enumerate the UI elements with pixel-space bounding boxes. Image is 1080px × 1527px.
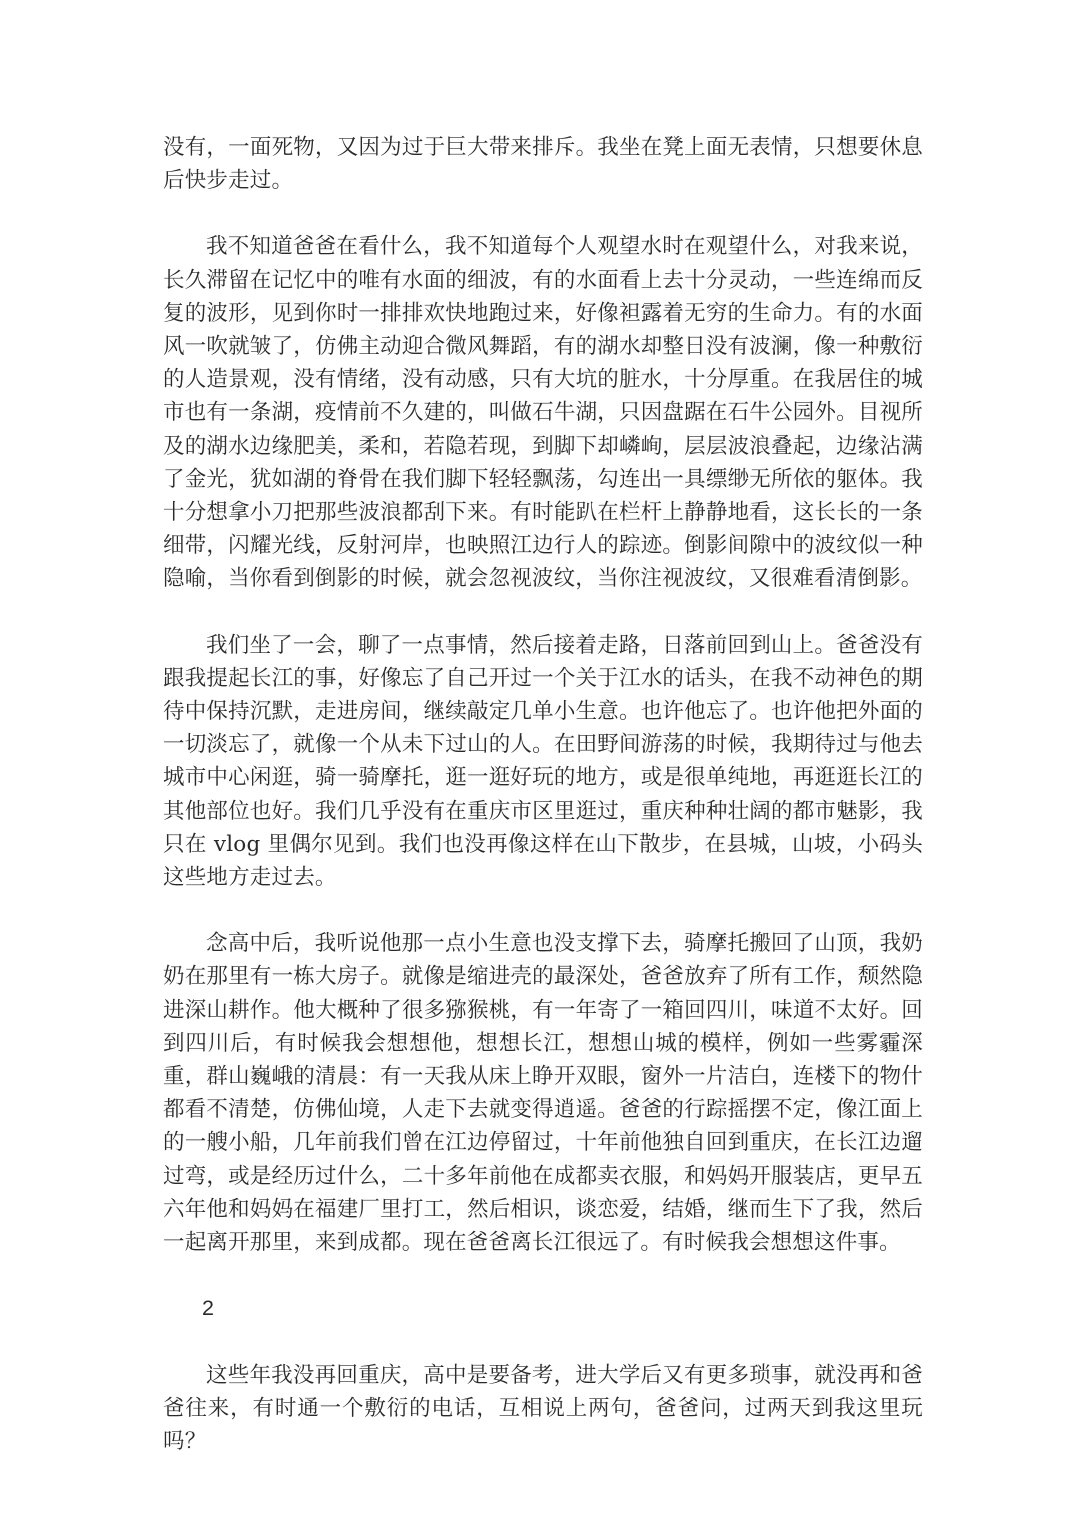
paragraph-sunset-walk: 我们坐了一会，聊了一点事情，然后接着走路，日落前回到山上。爸爸没有跟我提起长江的事，好像忘了自己开过一个关于江水的话头，在我不动神色的期待中保持沉默，走进房间，继续敲定几单小生意。也许他忘了。也许他把外面的一切淡忘了，就像一个从未下过山的人。在田野间游荡的时候，我期待过与他去城市中心闲逛，骑一骑摩托，逛一逛好玩的地方，或是很单纯地，再逛逛长江的其他部位也好。我们几乎没有在重庆市区里逛过，重庆种种壮阔的都市魅影，我只在 vlog 里偶尔见到。我们也没再像这样在山下散步，在县城，山坡，小码头这些地方走过去。 bbox=[163, 632, 923, 891]
paragraph-recent-years: 这些年我没再回重庆，高中是要备考，进大学后又有更多琐事，就没再和爸爸往来，有时通一个敷衍的电话，互相说上两句，爸爸问，过两天到我这里玩吗？ bbox=[163, 1362, 923, 1454]
paragraph-water-reflections: 我不知道爸爸在看什么，我不知道每个人观望水时在观望什么，对我来说，长久滞留在记忆中的唯有水面的细波，有的水面看上去十分灵动，一些连绵而反复的波形，见到你时一排排欢快地跑过来，好像袒露着无穷的生命力。有的水面风一吹就皱了，仿佛主动迎合微风舞蹈，有的湖水却整日没有波澜，像一种敷衍的人造景观，没有情绪，没有动感，只有大坑的脏水，十分厚重。在我居住的城市也有一条湖，疫情前不久建的，叫做石牛湖，只因盘踞在石牛公园外。目视所及的湖水边缘肥美，柔和，若隐若现，到脚下却嶙峋，层层波浪叠起，边缘沾满了金光，犹如湖的脊骨在我们脚下轻轻飘荡，勾连出一具缥缈无所依的躯体。我十分想拿小刀把那些波浪都刮下来。有时能趴在栏杆上静静地看，这长长的一条细带，闪耀光线，反射河岸，也映照江边行人的踪迹。倒影间隙中的波纹似一种隐喻，当你看到倒影的时候，就会忽视波纹，当你注视波纹，又很难看清倒影。 bbox=[163, 234, 923, 592]
document-page bbox=[163, 131, 923, 1491]
paragraph-high-school: 念高中后，我听说他那一点小生意也没支撑下去，骑摩托搬回了山顶，我奶奶在那里有一栋大房子。就像是缩进壳的最深处，爸爸放弃了所有工作，颓然隐进深山耕作。他大概种了很多猕猴桃，有一年寄了一箱回四川，味道不太好。回到四川后，有时候我会想想他，想想长江，想想山城的模样，例如一些雾霾深重，群山巍峨的清晨：有一天我从床上睁开双眼，窗外一片洁白，连楼下的物什都看不清楚，仿佛仙境，人走下去就变得逍遥。爸爸的行踪摇摆不定，像江面上的一艘小船，几年前我们曾在江边停留过，十年前他独自回到重庆，在长江边遛过弯，或是经历过什么，二十多年前他在成都卖衣服，和妈妈开服装店，更早五六年他和妈妈在福建厂里打工，然后相识，谈恋爱，结婚，继而生下了我，然后一起离开那里，来到成都。现在爸爸离长江很远了。有时候我会想想这件事。 bbox=[163, 931, 923, 1256]
paragraph-continuation: 没有，一面死物，又因为过于巨大带来排斥。我坐在凳上面无表情，只想要休息后快步走过。 bbox=[163, 135, 923, 194]
section-number: 2 bbox=[202, 1296, 215, 1321]
